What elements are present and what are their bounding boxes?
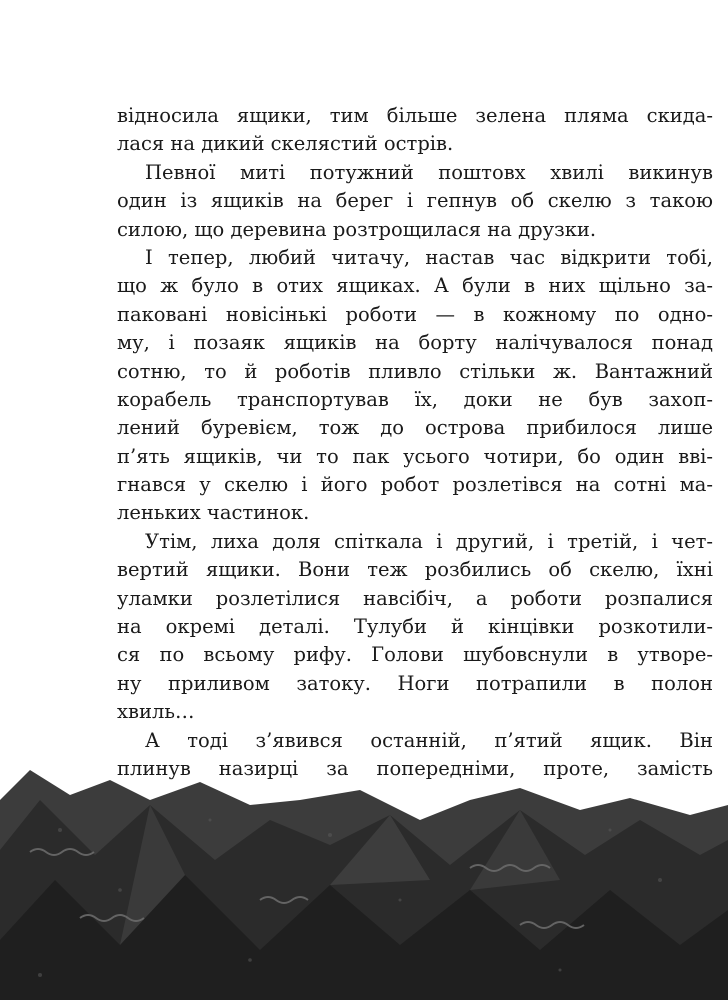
text-line: ну приливом затоку. Ноги потрапили в полон: [117, 671, 713, 695]
text-line: лений буревієм, тож до острова прибилося лише: [117, 416, 713, 440]
text-line: вертий ящики. Вони теж розбились об скелю, їхні: [117, 558, 713, 582]
paragraph: [117, 244, 713, 528]
text-line: п’ять ящиків, чи то пак усього чотири, бо один вві-: [117, 444, 713, 468]
text-line: на окремі деталі. Тулуби й кінцівки розкотили-: [117, 615, 713, 639]
text-line: лася на дикий скелястий острів.: [117, 132, 454, 156]
paragraph: [117, 159, 713, 244]
text-line: сотню, то й роботів пливло стільки ж. Вантажний: [117, 359, 713, 383]
text-line: леньких частинок.: [117, 501, 310, 525]
text-line: паковані новісінькі роботи — в кожному по одно-: [117, 302, 713, 326]
text-line: один із ящиків на берег і гепнув об скелю з такою: [117, 189, 713, 213]
body-text: [117, 102, 713, 783]
paragraph: [117, 102, 713, 159]
text-line: плинув назирці за попередніми, проте, замість: [117, 756, 713, 780]
text-line: корабель транспортував їх, доки не був захоп-: [117, 387, 713, 411]
text-line: що ж було в отих ящиках. А були в них щільно за-: [117, 274, 713, 298]
text-line: гнався у скелю і його робот розлетівся на сотні ма-: [117, 473, 713, 497]
text-line: І тепер, любий читачу, настав час відкрити тобі,: [145, 245, 713, 269]
paragraph: [117, 528, 713, 727]
text-line: му, і позаяк ящиків на борту налічувалося понад: [117, 331, 713, 355]
mountains-illustration: [0, 760, 728, 1000]
text-line: А тоді з’явився останній, п’ятий ящик. Він: [145, 728, 713, 752]
text-line: уламки розлетілися навсібіч, а роботи розпалися: [117, 586, 713, 610]
text-line: ся по всьому рифу. Голови шубовснули в утворе-: [117, 643, 713, 667]
paragraph: [117, 727, 713, 784]
text-line: Утім, лиха доля спіткала і другий, і третій, і чет-: [145, 529, 713, 553]
text-line: Певної миті потужний поштовх хвилі викинув: [145, 160, 713, 184]
text-line: хвиль…: [117, 700, 195, 724]
text-line: відносила ящики, тим більше зелена пляма скида-: [117, 104, 713, 127]
text-line: силою, що деревина розтрощилася на друзки.: [117, 217, 597, 241]
